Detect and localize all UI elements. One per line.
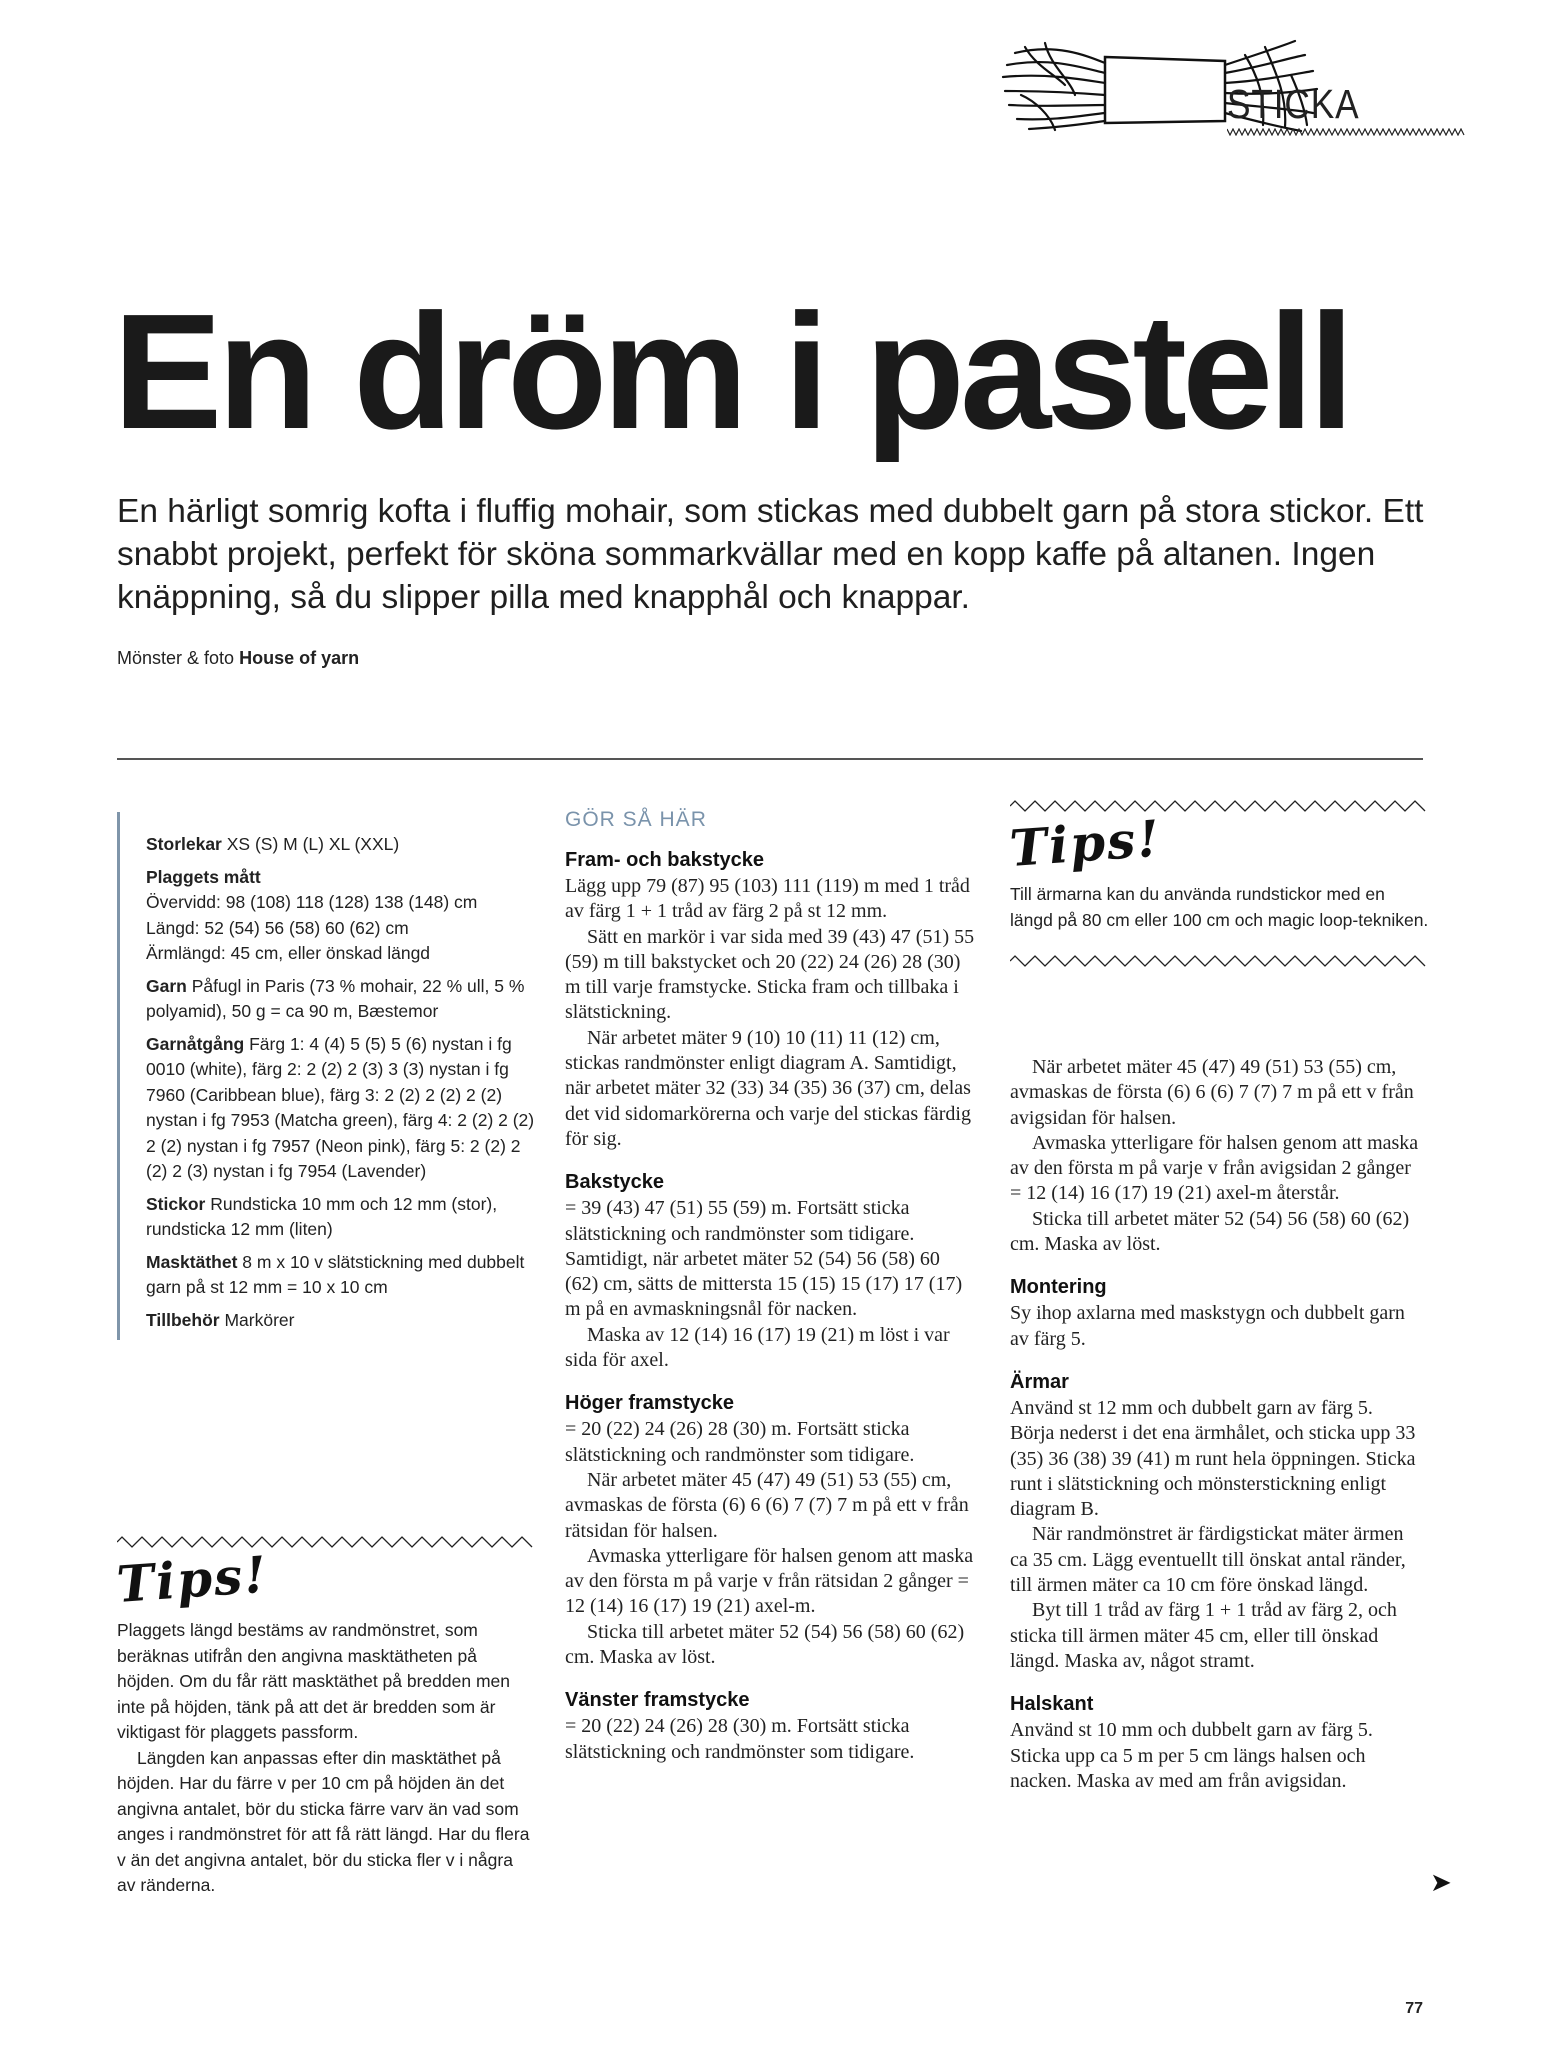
measure-line: Längd: 52 (54) 56 (58) 60 (62) cm bbox=[146, 917, 409, 938]
section-heading: Bakstycke bbox=[565, 1171, 664, 1194]
instruction-paragraph: Avmaska ytterligare för halsen genom att maska av den första m på varje v från rätsidan 2 gånger = 12 (14) 16 (17) 19 (21) axel-m. bbox=[565, 1544, 974, 1618]
facts-measurements bbox=[146, 865, 546, 967]
instruction-paragraph: Sticka till arbetet mäter 52 (54) 56 (58) 60 (62) cm. Maska av löst. bbox=[565, 1620, 965, 1669]
instruction-paragraph: Sticka till arbetet mäter 52 (54) 56 (58) 60 (62) cm. Maska av löst. bbox=[1010, 1207, 1410, 1256]
sizes-label: Storlekar bbox=[146, 834, 222, 854]
yarn-value: Påfugl in Paris (73 % mohair, 22 % ull, 5 % polyamid), 50 g = ca 90 m, Bæstemor bbox=[146, 975, 525, 1021]
gauge-value: 8 m x 10 v slätstickning med dubbelt garn på st 12 mm = 10 x 10 cm bbox=[146, 1251, 525, 1297]
section-heading: Höger framstycke bbox=[565, 1392, 734, 1415]
instructions-column-middle bbox=[565, 808, 975, 1765]
section-header bbox=[995, 35, 1465, 135]
zigzag-divider bbox=[1010, 800, 1430, 812]
zigzag-divider bbox=[117, 1536, 535, 1548]
facts-accessories bbox=[146, 1308, 546, 1334]
facts-box bbox=[117, 812, 546, 1340]
tips-paragraph: Till ärmarna kan du använda rundstickor med en längd på 80 cm eller 100 cm och magic loop-tekniken. bbox=[1010, 884, 1429, 930]
tips-box-right bbox=[1007, 800, 1430, 967]
tips-box-left bbox=[114, 1536, 535, 1899]
section-heading: Montering bbox=[1010, 1276, 1107, 1299]
tips-heading: Tips! bbox=[114, 1544, 270, 1614]
instruction-paragraph: Lägg upp 79 (87) 95 (103) 111 (119) m med 1 tråd av färg 1 + 1 tråd av färg 2 på st 12 mm. bbox=[565, 875, 970, 923]
tips-heading: Tips! bbox=[1007, 808, 1163, 878]
instructions-column-right bbox=[1010, 1055, 1420, 1794]
lead-paragraph: En härligt somrig kofta i fluffig mohair, som stickas med dubbelt garn på stora stickor. Ett snabbt projekt, perfekt för sköna sommarkvällar med en kopp kaffe på altanen. Ingen knäppning, så du slipper pilla med knapphål och knappar. bbox=[117, 493, 1424, 616]
instruction-paragraph: Sätt en markör i var sida med 39 (43) 47 (51) 55 (59) m till bakstycket och 20 (22) 24 (26) 28 (30) m till varje framstycke. Sticka fram och tillbaka i slätstickning. bbox=[565, 925, 975, 1024]
needles-value: Rundsticka 10 mm och 12 mm (stor), rundsticka 12 mm (liten) bbox=[146, 1193, 498, 1239]
section-heading: Fram- och bakstycke bbox=[565, 849, 764, 871]
zigzag-divider bbox=[1010, 955, 1430, 967]
gauge-label: Masktäthet bbox=[146, 1251, 238, 1272]
facts-needles bbox=[146, 1192, 546, 1243]
instruction-paragraph: När arbetet mäter 9 (10) 10 (11) 11 (12) cm, stickas randmönster enligt diagram A. Samtidigt, när arbetet mäter 32 (33) 34 (35) 36 (37) cm, delas det vid sidomarkörerna och varje del stickas färdig för sig. bbox=[565, 1026, 971, 1150]
yarn-label: Garn bbox=[146, 975, 187, 996]
credit-name: House of yarn bbox=[239, 648, 360, 668]
sizes-value: XS (S) M (L) XL (XXL) bbox=[226, 834, 400, 854]
instruction-paragraph: När arbetet mäter 45 (47) 49 (51) 53 (55) cm, avmaskas de första (6) 6 (6) 7 (7) 7 m på ett v från avigsidan för halsen. bbox=[1010, 1056, 1414, 1129]
credit-prefix: Mönster & foto bbox=[117, 648, 235, 668]
credit-line bbox=[117, 648, 359, 669]
facts-consumption bbox=[146, 1032, 546, 1185]
tips-paragraph: Längden kan anpassas efter din masktäthet på höjden. Har du färre v per 10 cm på höjden än det angivna antalet, bör du sticka färre varv än vad som anges i randmönstret för att få rätt längd. Har du flera v än det angivna antalet, bör du sticka fler v i några av ränderna. bbox=[117, 1747, 530, 1895]
tips-paragraph: Plaggets längd bestäms av randmönstret, som beräknas utifrån den angivna masktätheten på höjden. Om du får rätt masktäthet på bredden men inte på höjden, tänk på att det är bredden som är viktigast för plaggets passform. bbox=[117, 1620, 510, 1742]
instruction-paragraph: Avmaska ytterligare för halsen genom att maska av den första m på varje v från avigsidan 2 gånger = 12 (14) 16 (17) 19 (21) axel-m återstår. bbox=[1010, 1131, 1419, 1205]
measure-line: Övervidd: 98 (108) 118 (128) 138 (148) cm bbox=[146, 892, 478, 912]
instruction-paragraph: = 20 (22) 24 (26) 28 (30) m. Fortsätt sticka slätstickning och randmönster som tidigare. bbox=[565, 1418, 915, 1466]
accessories-value: Markörer bbox=[224, 1309, 295, 1330]
section-heading: Ärmar bbox=[1010, 1370, 1069, 1393]
horizontal-rule bbox=[117, 758, 1423, 760]
instruction-paragraph: Använd st 12 mm och dubbelt garn av färg 5. Börja nederst i det ena ärmhålet, och sticka upp 33 (35) 36 (38) 39 (41) m runt hela öppningen. Sticka runt i slätstickning och mönsterstickning enligt diagram B. bbox=[1010, 1396, 1416, 1521]
facts-yarn bbox=[146, 974, 546, 1025]
instructions-kicker: GÖR SÅ HÄR bbox=[565, 808, 707, 831]
consumption-value: Färg 1: 4 (4) 5 (5) 5 (6) nystan i fg 0010 (white), färg 2: 2 (2) 2 (3) 3 (3) nystan i fg 7960 (Caribbean blue), färg 3: 2 (2) 2 (2) 2 (2) nystan i fg 7953 (Matcha green), färg 4: 2 (2) 2 (2) 2 (2) nystan i fg 7957 (Neon pink), färg 5: 2 (2) 2 (2) 2 (3) nystan i fg 7954 (Lavender) bbox=[146, 1033, 535, 1181]
section-heading: Vänster framstycke bbox=[565, 1689, 750, 1712]
section-label: STICKA bbox=[1227, 81, 1360, 127]
instruction-paragraph: När arbetet mäter 45 (47) 49 (51) 53 (55) cm, avmaskas de första (6) 6 (6) 7 (7) 7 m på ett v från rätsidan för halsen. bbox=[565, 1468, 969, 1542]
consumption-label: Garnåtgång bbox=[146, 1033, 245, 1054]
zigzag-divider bbox=[1227, 128, 1465, 136]
instruction-paragraph: Byt till 1 tråd av färg 1 + 1 tråd av färg 2, och sticka till ärmen mäter 45 cm, eller till önskad längd. Maska av, något stramt. bbox=[1010, 1599, 1397, 1672]
instruction-paragraph: = 20 (22) 24 (26) 28 (30) m. Fortsätt sticka slätstickning och randmönster som tidigare. bbox=[565, 1715, 915, 1763]
instruction-paragraph: Använd st 10 mm och dubbelt garn av färg 5. Sticka upp ca 5 m per 5 cm längs halsen och nacken. Maska av med am från avigsidan. bbox=[1010, 1719, 1373, 1792]
page-title: En dröm i pastell bbox=[113, 280, 1350, 463]
accessories-label: Tillbehör bbox=[146, 1309, 220, 1330]
instruction-paragraph: Maska av 12 (14) 16 (17) 19 (21) m löst i var sida för axel. bbox=[565, 1323, 950, 1372]
continue-arrow-icon: ➤ bbox=[1430, 1868, 1452, 1898]
instruction-paragraph: När randmönstret är färdigstickat mäter ärmen ca 35 cm. Lägg eventuellt till önskat antal ränder, till ärmen mäter ca 10 cm före önskad längd. bbox=[1010, 1523, 1406, 1597]
needles-label: Stickor bbox=[146, 1193, 206, 1214]
section-heading: Halskant bbox=[1010, 1693, 1094, 1716]
measure-line: Ärmlängd: 45 cm, eller önskad längd bbox=[146, 943, 431, 963]
instruction-paragraph: Sy ihop axlarna med maskstygn och dubbelt garn av färg 5. bbox=[1010, 1302, 1405, 1350]
facts-gauge bbox=[146, 1250, 546, 1301]
instruction-paragraph: = 39 (43) 47 (51) 55 (59) m. Fortsätt sticka slätstickning och randmönster som tidigare. Samtidigt, när arbetet mäter 52 (54) 56 (58) 60 (62) cm, sätts de mittersta 15 (15) 15 (17) 17 (17) m på en avmaskningsnål för nacken. bbox=[565, 1197, 963, 1321]
measure-label: Plaggets mått bbox=[146, 866, 261, 887]
page-number: 77 bbox=[1405, 2000, 1423, 2017]
facts-sizes bbox=[146, 832, 546, 858]
